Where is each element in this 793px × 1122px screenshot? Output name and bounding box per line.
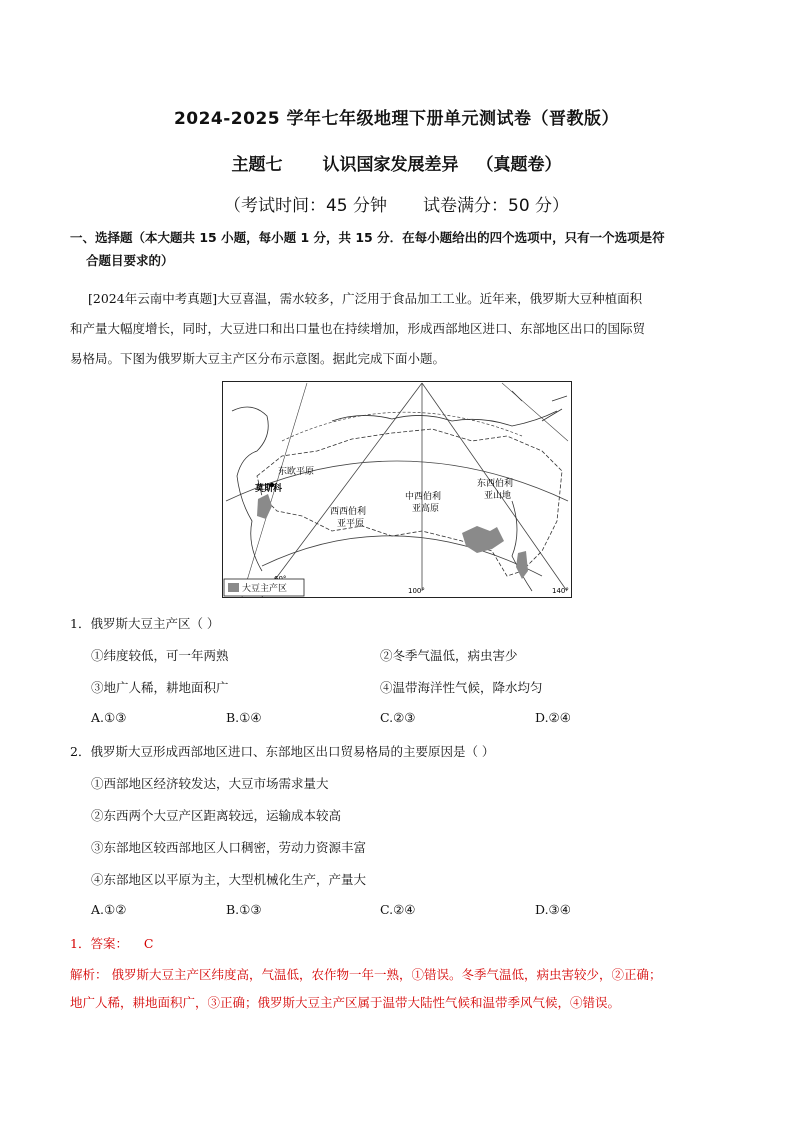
question-1-stem: 1．俄罗斯大豆主产区（ ） [70,616,220,631]
q2-item-1: ①西部地区经济较发达，大豆市场需求量大 [91,776,329,791]
q1-item-4: ④温带海洋性气候，降水均匀 [380,680,543,695]
q1-choice-c[interactable]: C.②③ [380,710,416,725]
q1-item-2: ②冬季气温低，病虫害少 [380,648,518,663]
q2-item-3: ③东部地区较西部地区人口稠密，劳动力资源丰富 [91,840,367,855]
question-2-stem: 2．俄罗斯大豆形成西部地区进口、东部地区出口贸易格局的主要原因是（ ） [70,744,495,759]
label-central-siberian-1: 中西伯利 [405,492,442,502]
label-moscow: 莫斯科 [255,484,283,494]
map-svg [222,381,572,598]
analysis-line2: 地广人稀，耕地面积广，③正确；俄罗斯大豆主产区属于温带大陆性气候和温带季风气候，④错误。 [70,995,621,1010]
label-east-european-plain: 东欧平原 [278,467,315,477]
q1-choice-d[interactable]: D.②④ [535,710,571,725]
section-heading [70,226,730,272]
q1-item-1: ①纬度较低，可一年两熟 [91,648,229,663]
soybean-map [222,381,572,598]
label-central-siberian-2: 亚高原 [412,504,440,514]
legend-swatch [228,583,239,592]
intro-line1: [2024年云南中考真题]大豆喜温，需水较多，广泛用于食品加工工业。近年来，俄罗斯大豆种植面积 [88,291,643,306]
label-west-siberian-1: 西西伯利 [330,507,367,517]
q1-choice-a[interactable]: A.①③ [91,710,127,725]
q1-item-3: ③地广人稀，耕地面积广 [91,680,229,695]
label-east-siberian-1: 东西伯利 [477,479,514,489]
exam-info [0,191,793,216]
paper-title: 2024-2025 学年七年级地理下册单元测试卷（晋教版） [173,109,620,129]
intro-line2: 和产量大幅度增长，同时，大豆进口和出口量也在持续增加，形成西部地区进口、东部地区出口的国际贸 [70,321,646,336]
answer-value: C [143,936,154,951]
exam-time: （考试时间：45 分钟 [223,196,387,216]
theme-number: 主题七 [231,155,283,175]
q2-item-2: ②东西两个大豆产区距离较远，运输成本较高 [91,808,342,823]
q2-choice-a[interactable]: A.①② [91,902,127,917]
section-heading-line2: 合题目要求的） [86,253,174,268]
intro-line3: 易格局。下图为俄罗斯大豆主产区分布示意图。据此完成下面小题。 [70,351,446,366]
analysis-line1: 解析： 俄罗斯大豆主产区纬度高，气温低，农作物一年一熟，①错误。冬季气温低，病虫害较少，②正确； [70,967,662,982]
theme-name: 认识国家发展差异 [322,155,459,175]
paper-subtitle [0,150,793,175]
answer-label: 1．答案： [70,936,128,951]
q2-item-4: ④东部地区以平原为主，大型机械化生产，产量大 [91,872,367,887]
section-heading-line1: 一、选择题（本大题共 15 小题，每小题 1 分，共 15 分．在每小题给出的四个选项中，只有一个选项是符 [70,230,665,245]
paper-type: （真题卷） [476,155,562,175]
q2-choice-d[interactable]: D.③④ [535,902,571,917]
label-lon-100: 100° [408,587,425,595]
legend-label: 大豆主产区 [242,584,288,594]
label-lon-140: 140° [552,587,569,595]
label-west-siberian-2: 亚平原 [337,519,365,529]
full-score: 试卷满分：50 分） [423,196,570,216]
q2-choice-b[interactable]: B.①③ [226,902,262,917]
label-east-siberian-2: 亚山地 [484,491,512,501]
analysis [70,961,730,1017]
answer-line [70,934,154,952]
question-intro [70,284,730,374]
q1-choice-b[interactable]: B.①④ [226,710,262,725]
q2-choice-c[interactable]: C.②④ [380,902,416,917]
